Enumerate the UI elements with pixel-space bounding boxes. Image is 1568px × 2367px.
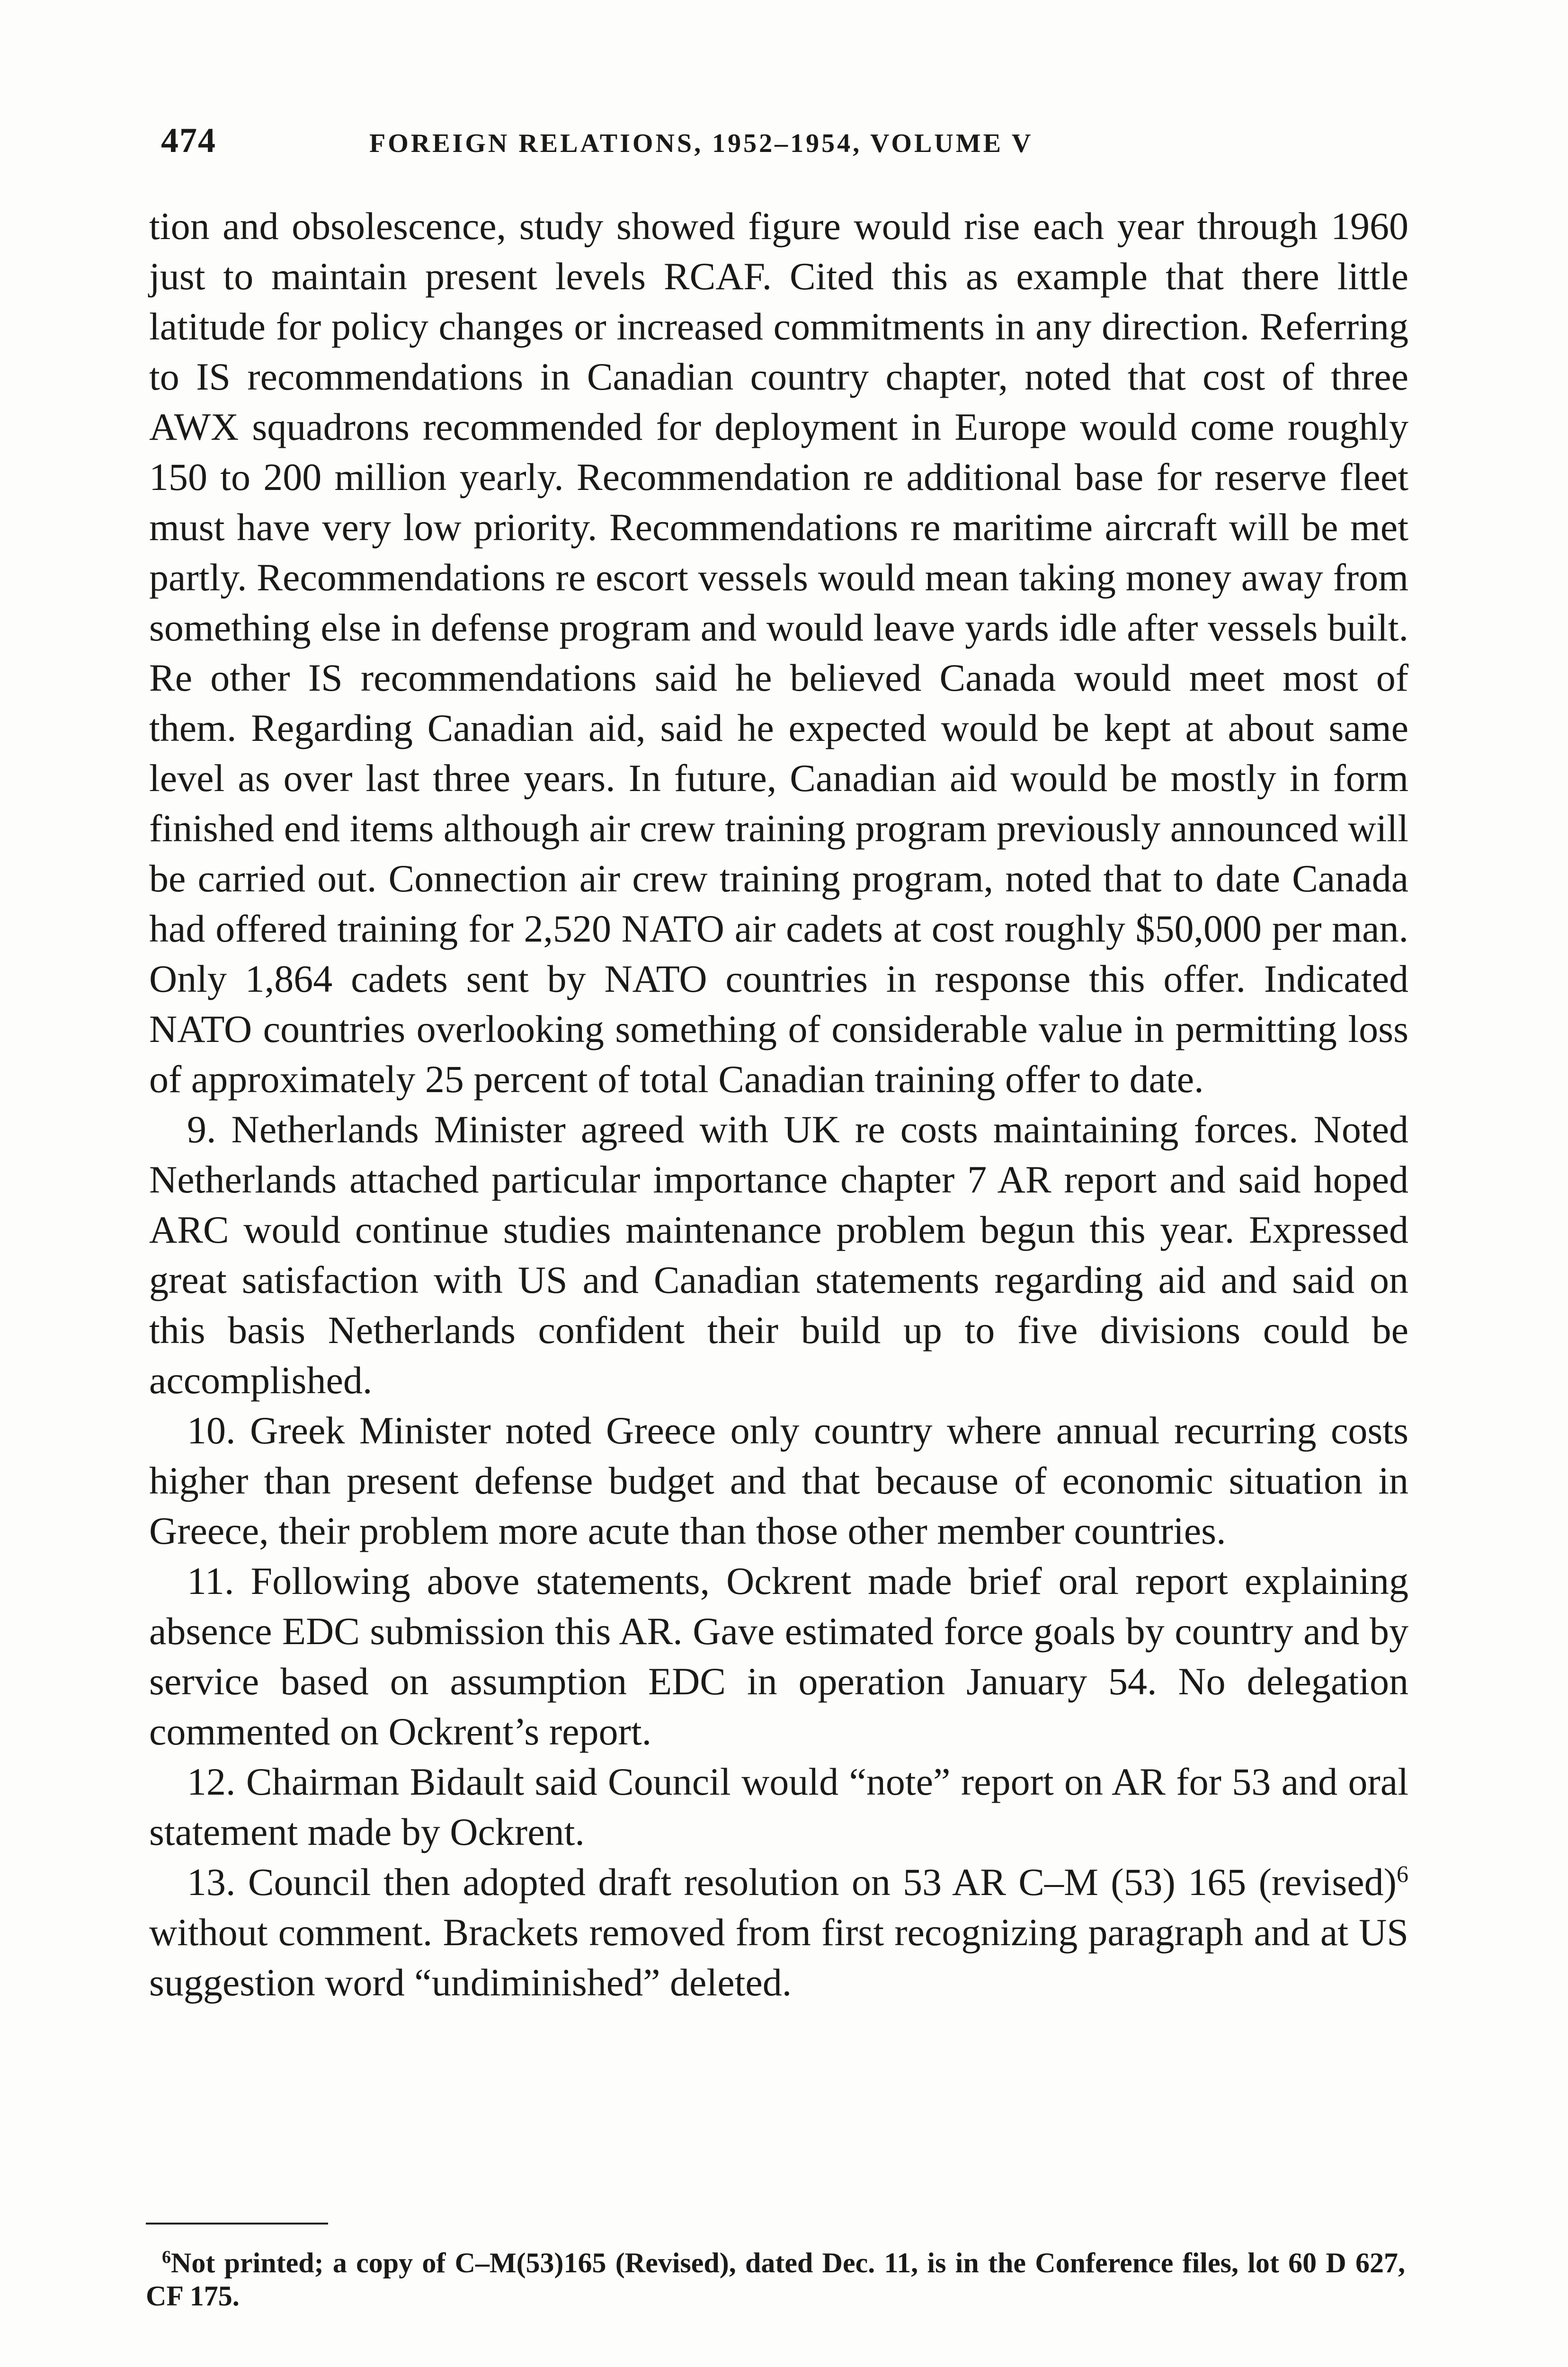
- body-text: [149, 201, 1408, 2008]
- footnote-reference: 6: [1397, 1860, 1408, 1887]
- paragraph-13: [149, 1857, 1408, 2008]
- paragraph-continuation: tion and obsolescence, study showed figure would rise each year through 1960 just to maintain present levels RCAF. Cited this as example that there little latitude for policy changes or increased commitments in any direction. Referring to IS recommendations in Canadian country chapter, noted that cost of three AWX squadrons recommended for deployment in Europe would come roughly 150 to 200 million yearly. Recommendation re additional base for reserve fleet must have very low priority. Recommendations re maritime aircraft will be met partly. Recommendations re escort vessels would mean taking money away from something else in defense program and would leave yards idle after vessels built. Re other IS recommendations said he believed Canada would meet most of them. Regarding Canadian aid, said he expected would be kept at about same level as over last three years. In future, Canadian aid would be mostly in form finished end items although air crew training program previously announced will be carried out. Connection air crew training program, noted that to date Canada had offered training for 2,520 NATO air cadets at cost roughly $50,000 per man. Only 1,864 cadets sent by NATO countries in response this offer. Indicated NATO countries overlooking something of considerable value in permitting loss of approximately 25 percent of total Canadian training offer to date.: [149, 205, 1408, 1101]
- footnote-text: Not printed; a copy of C–M(53)165 (Revised), dated Dec. 11, is in the Conference files, lot 60 D 627, CF 175.: [146, 2247, 1405, 2312]
- paragraph-13-text-start: 13. Council then adopted draft resolution on 53 AR C–M (53) 165 (revised): [187, 1860, 1397, 1904]
- footnote-divider: [146, 2223, 328, 2225]
- paragraph-9: 9. Netherlands Minister agreed with UK re costs maintaining forces. Noted Netherlands attached particular importance chapter 7 AR report and said hoped ARC would continue studies maintenance problem begun this year. Expressed great satisfaction with US and Canadian statements regarding aid and said on this basis Netherlands confident their build up to five divisions could be accomplished.: [149, 1108, 1408, 1402]
- paragraph-13-text-end: without comment. Brackets removed from first recognizing paragraph and at US suggestion word “undiminished” deleted.: [149, 1911, 1408, 2004]
- page-number: 474: [161, 121, 216, 160]
- running-head: FOREIGN RELATIONS, 1952–1954, VOLUME V: [369, 129, 1033, 158]
- footnote-marker: 6: [162, 2247, 171, 2267]
- paragraph-11: 11. Following above statements, Ockrent made brief oral report explaining absence EDC submission this AR. Gave estimated force goals by country and by service based on assumption EDC in operation January 54. No delegation commented on Ockrent’s report.: [149, 1559, 1408, 1753]
- page-header: [161, 121, 1401, 163]
- paragraph-12: 12. Chairman Bidault said Council would “note” report on AR for 53 and oral statement made by Ockrent.: [149, 1760, 1408, 1853]
- footnote: [146, 2246, 1405, 2313]
- paragraph-10: 10. Greek Minister noted Greece only country where annual recurring costs higher than present defense budget and that because of economic situation in Greece, their problem more acute than those other member countries.: [149, 1409, 1408, 1552]
